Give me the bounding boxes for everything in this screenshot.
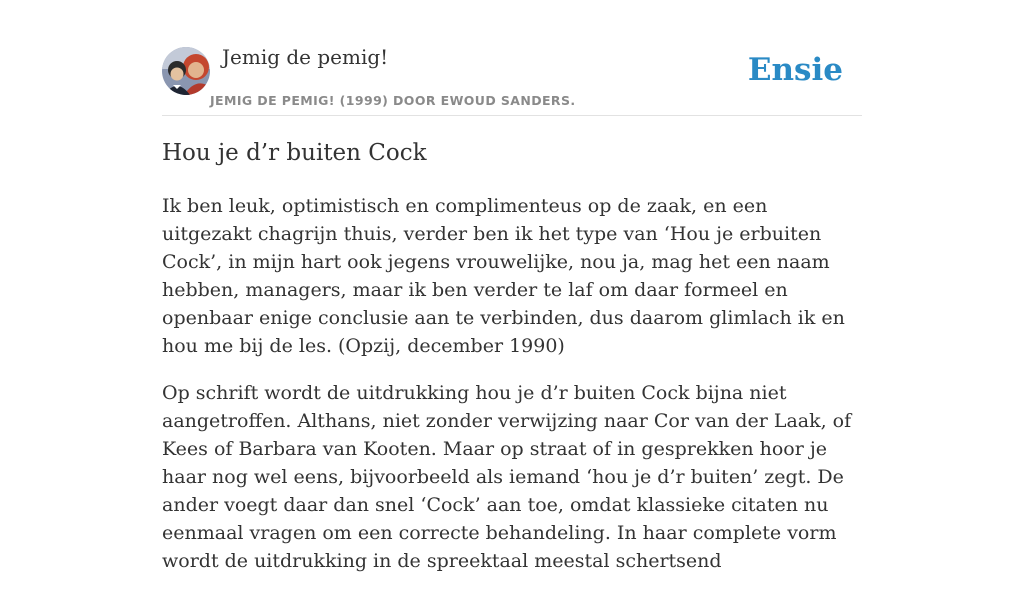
page [162,0,862,572]
book-title[interactable]: Jemig de pemig! [222,45,389,69]
page-header [162,0,862,116]
entry-title: Hou je d’r buiten Cock [162,140,427,166]
ensie-logo-link[interactable]: Ensie [747,52,843,88]
book-cover-avatar[interactable] [162,47,210,95]
book-source-caption: JEMIG DE PEMIG! (1999) DOOR EWOUD SANDERS. [210,93,576,108]
entry-paragraph: Op schrift wordt de uitdrukking hou je d’r buiten Cock bijna niet aangetroffen. Althans, niet zonder verwijzing naar Cor van der Laak, of Kees of Barbara van Kooten. Maar op straat of in gesprekken hoor je haar nog wel eens, bijvoorbeeld als iemand ‘hou je d’r buiten’ zegt. De ander voegt daar dan snel ‘Cock’ aan toe, omdat klassieke citaten nu eenmaal vragen om een correcte behandeling. In haar complete vorm wordt de uitdrukking in de spreektaal meestal schertsend [162,382,852,572]
entry-body [162,192,862,594]
entry-paragraph: Ik ben leuk, optimistisch en complimenteus op de zaak, en een uitgezakt chagrijn thuis, verder ben ik het type van ‘Hou je erbuiten Cock’, in mijn hart ook jegens vrouwelijke, nou ja, mag het een naam hebben, managers, maar ik ben verder te laf om daar formeel en openbaar enige conclusie aan te verbinden, dus daarom glimlach ik en hou me bij de les. (Opzij, december 1990) [162,195,845,357]
